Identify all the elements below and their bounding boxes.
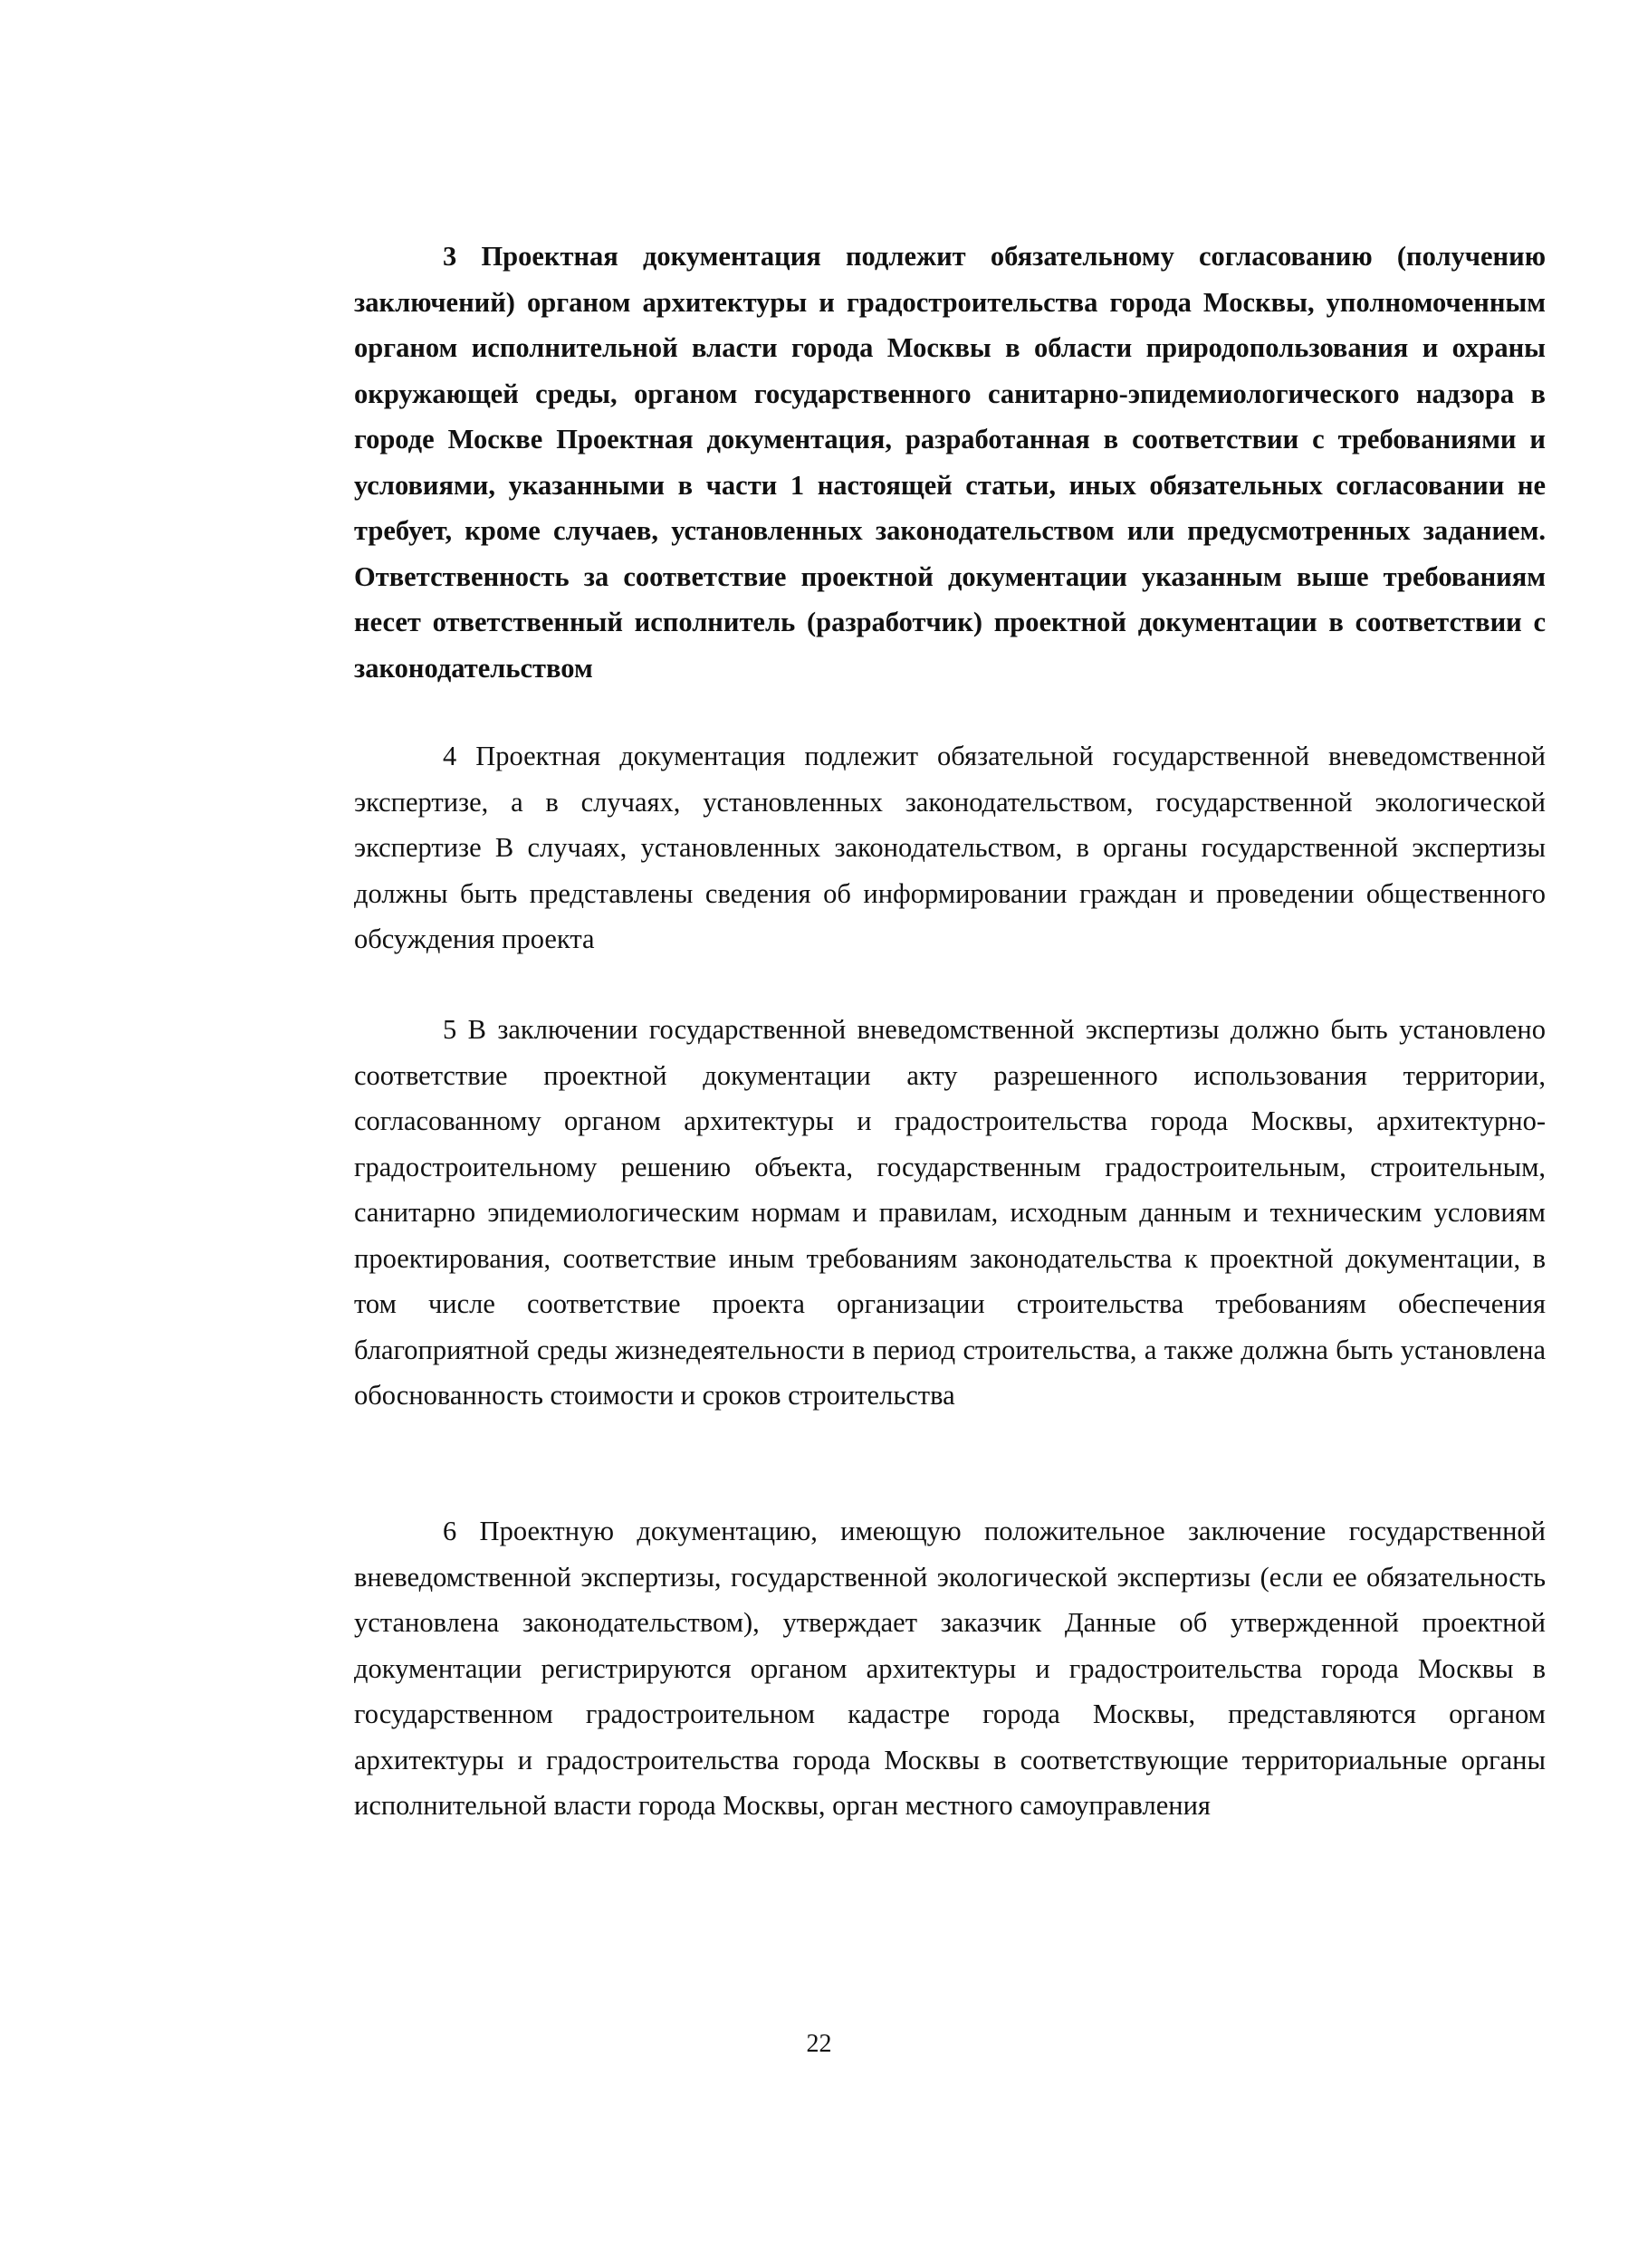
paragraph-6: 6 Проектную документацию, имеющую положительное заключение государственной вневедомственной экспертизы, государственной экологической экспертизы (если ее обязательность установлена законодательством), утверждает заказчик Данные об утвержденной проектной документации регистрируются органом архитектуры и градостроительства города Москвы в государственном градостроительном кадастре города Москвы, представляются органом архитектуры и градостроительства города Москвы в соответствующие территориальные органы исполнительной власти города Москвы, орган местного самоуправления xyxy=(354,1516,1546,1821)
page-number: 22 xyxy=(806,2030,832,2058)
paragraph-3: 3 Проектная документация подлежит обязательному согласованию (получению заключений) органом архитектуры и градостроительства города Москвы, уполномоченным органом исполнительной власти города Москвы в области природопользования и охраны окружающей среды, органом государственного санитарно-эпидемиологического надзора в городе Москве Проектная документация, разработанная в соответствии с требованиями и условиями, указанными в части 1 настоящей статьи, иных обязательных согласовании не требует, кроме случаев, установленных законодательством или предусмотренных заданием. Ответственность за соответствие проектной документации указанным выше требованиям несет ответственный исполнитель (разработчик) проектной документации в соответствии с законодательством xyxy=(354,241,1546,684)
paragraph-5: 5 В заключении государственной вневедомственной экспертизы должно быть установлено соответствие проектной документации акту разрешенного использования территории, согласованному органом архитектуры и градостроительства города Москвы, архитектурно-градостроительному решению объекта, государственным градостроительным, строительным, санитарно эпидемиологическим нормам и правилам, исходным данным и техническим условиям проектирования, соответствие иным требованиям законодательства к проектной документации, в том числе соответствие проекта организации строительства требованиям обеспечения благоприятной среды жизнедеятельности в период строительства, а также должна быть установлена обоснованность стоимости и сроков строительства xyxy=(354,1014,1546,1411)
paragraph-4: 4 Проектная документация подлежит обязательной государственной вневедомственной экспертизе, а в случаях, установленных законодательством, государственной экологической экспертизе В случаях, установленных законодательством, в органы государственной экспертизы должны быть представлены сведения об информировании граждан и проведении общественного обсуждения проекта xyxy=(354,741,1546,954)
